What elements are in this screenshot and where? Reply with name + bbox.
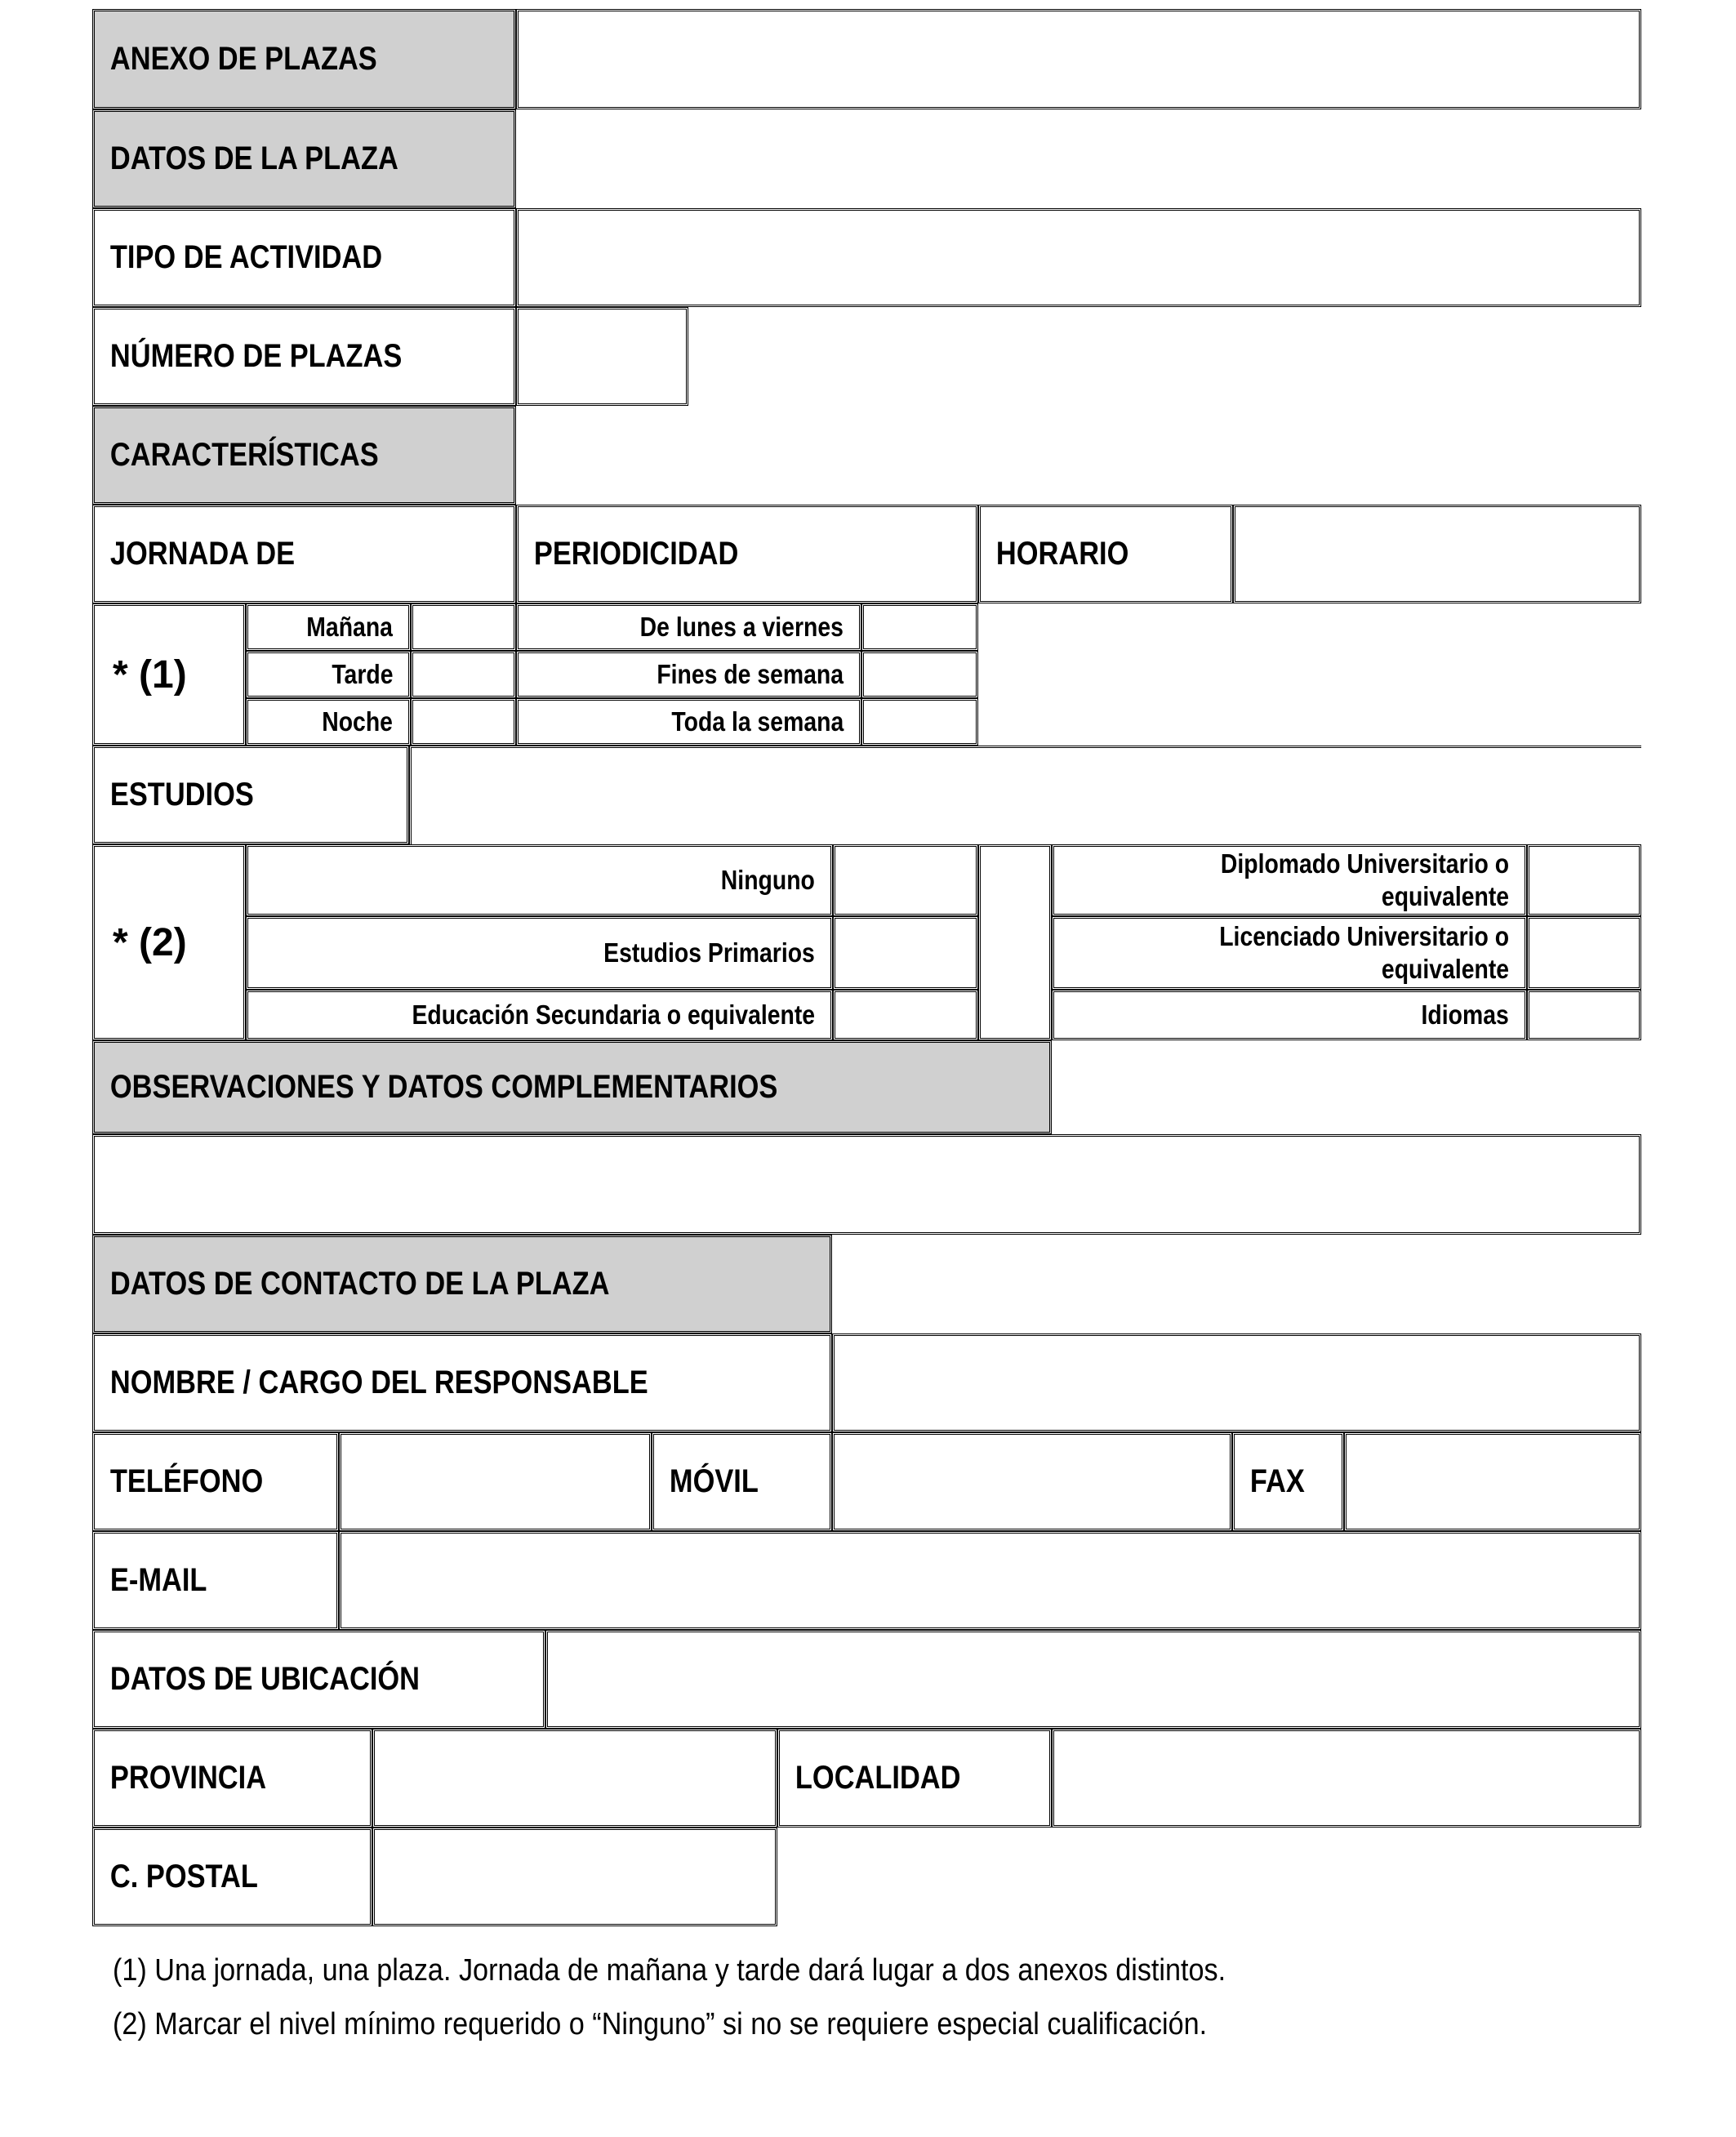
estudio-diplomado-label: Diplomado Universitario o equivalente [1220, 848, 1510, 911]
estudios-marker-cell [92, 844, 246, 1040]
tipo-actividad-label-cell [92, 208, 516, 307]
responsable-label-cell [92, 1333, 832, 1432]
responsable-field[interactable] [832, 1333, 1641, 1432]
movil-field[interactable] [832, 1432, 1232, 1531]
cpostal-label-cell [92, 1828, 372, 1926]
contacto-label: DATOS DE CONTACTO DE LA PLAZA [109, 1266, 610, 1302]
turno-noche-checkbox[interactable] [411, 698, 516, 746]
observaciones-label-cell [92, 1040, 1052, 1134]
turno-noche-label-cell [246, 698, 411, 746]
tipo-actividad-label: TIPO DE ACTIVIDAD [109, 239, 383, 275]
datos-plaza-label-cell [92, 109, 516, 208]
movil-label: MÓVIL [669, 1463, 759, 1499]
periodo-lunes-viernes-label: De lunes a viernes [639, 612, 844, 642]
turno-manana-label: Mañana [306, 612, 394, 642]
provincia-field[interactable] [372, 1729, 777, 1828]
movil-label-cell [652, 1432, 832, 1531]
estudios-label: ESTUDIOS [109, 777, 254, 813]
turno-noche-label: Noche [322, 706, 394, 737]
estudios-marker: * (2) [113, 920, 187, 964]
periodo-fines-semana-checkbox[interactable] [861, 651, 978, 698]
localidad-label: LOCALIDAD [795, 1760, 961, 1796]
horario-label: HORARIO [995, 536, 1129, 572]
estudio-primarios-checkbox[interactable] [833, 916, 978, 990]
anexo-label: ANEXO DE PLAZAS [109, 41, 377, 77]
estudio-secundaria-label: Educación Secundaria o equivalente [412, 999, 816, 1030]
caracteristicas-label-cell [92, 406, 516, 505]
ubicacion-label: DATOS DE UBICACIÓN [109, 1661, 420, 1697]
anexo-field[interactable] [516, 9, 1641, 109]
cpostal-label: C. POSTAL [109, 1859, 258, 1894]
periodo-toda-semana-label-cell [516, 698, 861, 746]
footnote-1: (1) Una jornada, una plaza. Jornada de mañana y tarde dará lugar a dos anexos distintos. [113, 1953, 1226, 1988]
provincia-label-cell [92, 1729, 372, 1828]
ubicacion-field[interactable] [545, 1630, 1641, 1729]
horario-label-cell [978, 505, 1233, 603]
tipo-actividad-field[interactable] [516, 208, 1641, 307]
turno-tarde-checkbox[interactable] [411, 651, 516, 698]
email-field[interactable] [339, 1531, 1641, 1630]
contacto-label-cell [92, 1235, 832, 1333]
fax-label-cell [1232, 1432, 1344, 1531]
estudios-spacer-cell [978, 844, 1052, 1040]
datos-plaza-label: DATOS DE LA PLAZA [109, 140, 398, 176]
caracteristicas-label: CARACTERÍSTICAS [109, 437, 379, 473]
observaciones-label: OBSERVACIONES Y DATOS COMPLEMENTARIOS [109, 1069, 778, 1105]
estudios-label-cell [92, 746, 409, 844]
periodo-fines-semana-label: Fines de semana [657, 659, 844, 689]
estudio-ninguno-checkbox[interactable] [833, 844, 978, 916]
turno-manana-checkbox[interactable] [411, 603, 516, 651]
ubicacion-label-cell [92, 1630, 545, 1729]
email-label-cell [92, 1531, 339, 1630]
estudio-ninguno-label: Ninguno [721, 865, 816, 895]
estudio-idiomas-checkbox[interactable] [1527, 990, 1641, 1040]
telefono-field[interactable] [339, 1432, 652, 1531]
localidad-label-cell [777, 1729, 1052, 1828]
estudio-licenciado-label-cell [1052, 916, 1527, 990]
estudio-licenciado-checkbox[interactable] [1527, 916, 1641, 990]
jornada-label-cell [92, 505, 516, 603]
numero-plazas-label: NÚMERO DE PLAZAS [109, 338, 403, 374]
localidad-field[interactable] [1052, 1729, 1641, 1828]
estudio-idiomas-label-cell [1052, 990, 1527, 1040]
numero-plazas-label-cell [92, 307, 516, 406]
periodicidad-label: PERIODICIDAD [533, 536, 739, 572]
fax-label: FAX [1249, 1463, 1305, 1499]
estudio-ninguno-label-cell [246, 844, 833, 916]
jornada-marker: * (1) [113, 652, 187, 697]
telefono-label-cell [92, 1432, 339, 1531]
periodo-fines-semana-label-cell [516, 651, 861, 698]
estudio-secundaria-label-cell [246, 990, 833, 1040]
periodo-toda-semana-label: Toda la semana [671, 706, 844, 737]
footnote-2: (2) Marcar el nivel mínimo requerido o “Ninguno” si no se requiere especial cualificación. [113, 2007, 1208, 2041]
estudios-field[interactable] [409, 746, 1641, 844]
estudio-primarios-label-cell [246, 916, 833, 990]
fax-field[interactable] [1344, 1432, 1641, 1531]
email-label: E-MAIL [109, 1562, 207, 1598]
periodicidad-label-cell [516, 505, 978, 603]
numero-plazas-field[interactable] [516, 307, 688, 406]
periodo-lunes-viernes-checkbox[interactable] [861, 603, 978, 651]
estudio-diplomado-label-cell [1052, 844, 1527, 916]
turno-tarde-label: Tarde [331, 659, 394, 689]
estudio-idiomas-label: Idiomas [1421, 999, 1510, 1030]
provincia-label: PROVINCIA [109, 1760, 267, 1796]
periodo-toda-semana-checkbox[interactable] [861, 698, 978, 746]
jornada-label: JORNADA DE [109, 536, 296, 572]
observaciones-field[interactable] [92, 1134, 1641, 1235]
periodo-lunes-viernes-label-cell [516, 603, 861, 651]
turno-tarde-label-cell [246, 651, 411, 698]
estudio-diplomado-checkbox[interactable] [1527, 844, 1641, 916]
responsable-label: NOMBRE / CARGO DEL RESPONSABLE [109, 1365, 648, 1400]
jornada-marker-cell [92, 603, 246, 746]
anexo-label-cell [92, 9, 516, 109]
cpostal-field[interactable] [372, 1828, 777, 1926]
telefono-label: TELÉFONO [109, 1463, 264, 1499]
turno-manana-label-cell [246, 603, 411, 651]
horario-field[interactable] [1233, 505, 1641, 603]
estudio-secundaria-checkbox[interactable] [833, 990, 978, 1040]
estudio-primarios-label: Estudios Primarios [603, 937, 816, 968]
estudio-licenciado-label: Licenciado Universitario o equivalente [1219, 921, 1510, 984]
